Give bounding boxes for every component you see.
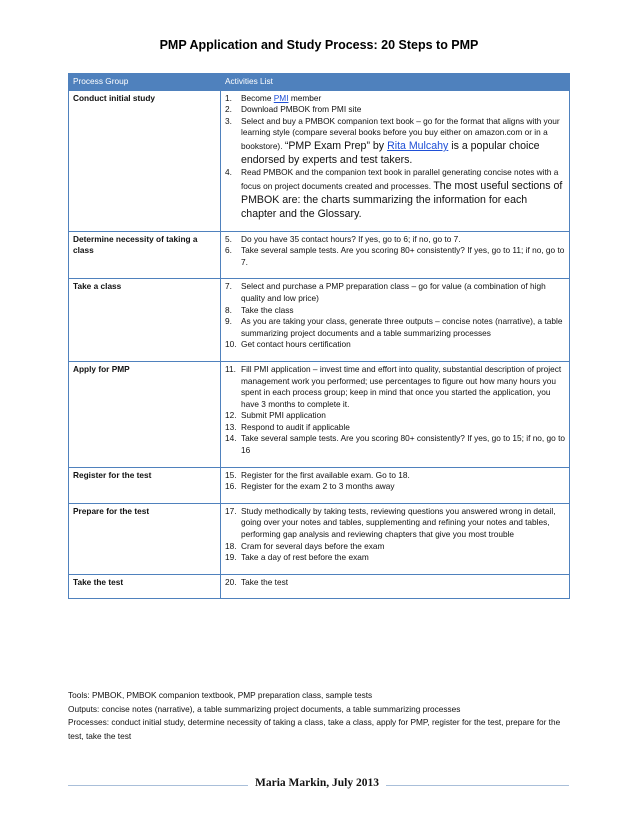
step-text: Study methodically by taking tests, reviewing questions you answered wrong in detail, going over your notes and tables, supplementing and refining your notes and tables, performing gap analysis and reviewing chapters that give you most trouble xyxy=(241,505,556,540)
step-text: Do you have 35 contact hours? If yes, go to 6; if no, go to 7. xyxy=(241,233,461,244)
process-group-cell: Determine necessity of taking a class xyxy=(69,231,221,279)
pmi-link[interactable]: PMI xyxy=(273,92,289,103)
step-text: Register for the first available exam. Go to 18. xyxy=(241,469,410,480)
step-number: 16. xyxy=(225,481,237,492)
activities-cell xyxy=(221,503,570,574)
step-item xyxy=(225,245,565,268)
rita-mulcahy-link[interactable]: Rita Mulcahy xyxy=(387,139,449,152)
activities-cell xyxy=(221,279,570,362)
step-number: 5. xyxy=(225,233,232,244)
activities-cell xyxy=(221,90,570,231)
step-number: 6. xyxy=(225,245,232,256)
process-group-cell: Apply for PMP xyxy=(69,361,221,467)
process-group-cell: Take the test xyxy=(69,574,221,599)
step-number: 11. xyxy=(225,363,236,374)
step-item xyxy=(225,364,565,410)
activities-cell xyxy=(221,231,570,279)
step-item xyxy=(225,470,565,482)
step-number: 3. xyxy=(225,115,232,126)
process-table xyxy=(68,73,570,599)
document-title: PMP Application and Study Process: 20 Steps to PMP xyxy=(159,38,479,52)
step-item xyxy=(225,577,565,589)
step-item xyxy=(225,410,565,422)
table-row xyxy=(69,279,570,362)
step-number: 17. xyxy=(225,505,237,516)
outputs-line: Outputs: concise notes (narrative), a table summarizing project documents, a table summarizing processes xyxy=(68,703,461,714)
tools-line: Tools: PMBOK, PMBOK companion textbook, PMP preparation class, sample tests xyxy=(68,690,373,700)
step-text: As you are taking your class, generate three outputs – concise notes (narrative), a table summarizing project documents and a table summarizing processes xyxy=(241,316,563,338)
step-item xyxy=(225,339,565,351)
step-number: 13. xyxy=(225,421,237,432)
step-item xyxy=(225,422,565,434)
table-row xyxy=(69,231,570,279)
step-number: 14. xyxy=(225,433,237,444)
process-group-cell: Conduct initial study xyxy=(69,90,221,231)
header-process-group: Process Group xyxy=(69,74,221,91)
step-text: Take the class xyxy=(241,304,294,315)
step-text: Become PMI member xyxy=(241,92,322,103)
step-number: 4. xyxy=(225,166,232,177)
step-item xyxy=(225,116,565,167)
step-text: Cram for several days before the exam xyxy=(241,540,385,551)
process-group-cell: Prepare for the test xyxy=(69,503,221,574)
step-text: Submit PMI application xyxy=(241,410,326,421)
step-number: 20. xyxy=(225,576,237,587)
step-number: 12. xyxy=(225,410,237,421)
step-number: 19. xyxy=(225,552,237,563)
step-number: 8. xyxy=(225,304,232,315)
step-number: 9. xyxy=(225,316,232,327)
step-number: 2. xyxy=(225,104,232,115)
step-text: Select and buy a PMBOK companion text book – go for the format that aligns with your learning style (compare several books before you buy either on amazon.com or in a bookstore). “PMP Exam Prep” by Rita Mulcahy is a popular choice endorsed by experts and test takers. xyxy=(241,115,560,166)
activities-cell xyxy=(221,574,570,599)
step-text: Select and purchase a PMP preparation class – go for value (a combination of high quality and low price) xyxy=(241,281,546,303)
step-item xyxy=(225,316,565,339)
step-item xyxy=(225,541,565,553)
header-activities-list: Activities List xyxy=(221,74,570,91)
step-number: 15. xyxy=(225,469,237,480)
table-row xyxy=(69,574,570,599)
step-number: 1. xyxy=(225,92,232,103)
step-text: Take a day of rest before the exam xyxy=(241,552,369,563)
step-text: Register for the exam 2 to 3 months away xyxy=(241,481,395,492)
step-text: Take the test xyxy=(241,576,289,587)
step-text: Fill PMI application – invest time and effort into quality, substantial description of project management work you performed; use percentages to figure out how many hours you spent in each process group; keep in mind that once you started the application, you have 3 months to complete it. xyxy=(241,363,562,409)
step-item xyxy=(225,281,565,304)
step-text: Download PMBOK from PMI site xyxy=(241,104,362,115)
step-item xyxy=(225,506,565,541)
activities-cell xyxy=(221,467,570,503)
step-item xyxy=(225,93,565,105)
step-text: Take several sample tests. Are you scoring 80+ consistently? If yes, go to 15; if no, go to 16 xyxy=(241,433,565,456)
summary-block xyxy=(68,689,568,744)
table-row xyxy=(69,90,570,231)
footer-rule-right xyxy=(386,785,569,786)
table-row xyxy=(69,361,570,467)
table-header-row xyxy=(69,74,570,91)
process-group-cell: Take a class xyxy=(69,279,221,362)
step-number: 7. xyxy=(225,281,232,292)
step-item xyxy=(225,481,565,493)
process-group-cell: Register for the test xyxy=(69,467,221,503)
step-number: 10. xyxy=(225,339,237,350)
step-item xyxy=(225,167,565,221)
step-item xyxy=(225,305,565,317)
step-text: Read PMBOK and the companion text book in parallel generating concise notes with a focus on project documents created and processes. The most useful sections of PMBOK are: the charts summarizing the information for each chapter and the Glossary. xyxy=(241,166,563,220)
step-number: 18. xyxy=(225,540,237,551)
step-item xyxy=(225,234,565,246)
step-item xyxy=(225,104,565,116)
step-text: Take several sample tests. Are you scoring 80+ consistently? If yes, go to 11; if no, go to 7. xyxy=(241,245,565,267)
step-item xyxy=(225,433,565,456)
step-item xyxy=(225,552,565,564)
table-row xyxy=(69,503,570,574)
table-row xyxy=(69,467,570,503)
processes-line: Processes: conduct initial study, determine necessity of taking a class, take a class, apply for PMP, register for the test, prepare for the test, take the test xyxy=(68,717,561,742)
activities-cell xyxy=(221,361,570,467)
step-text: Get contact hours certification xyxy=(241,339,351,350)
footer-author: Maria Markin, July 2013 xyxy=(255,777,379,789)
footer-rule-left xyxy=(68,785,248,786)
step-text: Respond to audit if applicable xyxy=(241,421,350,432)
